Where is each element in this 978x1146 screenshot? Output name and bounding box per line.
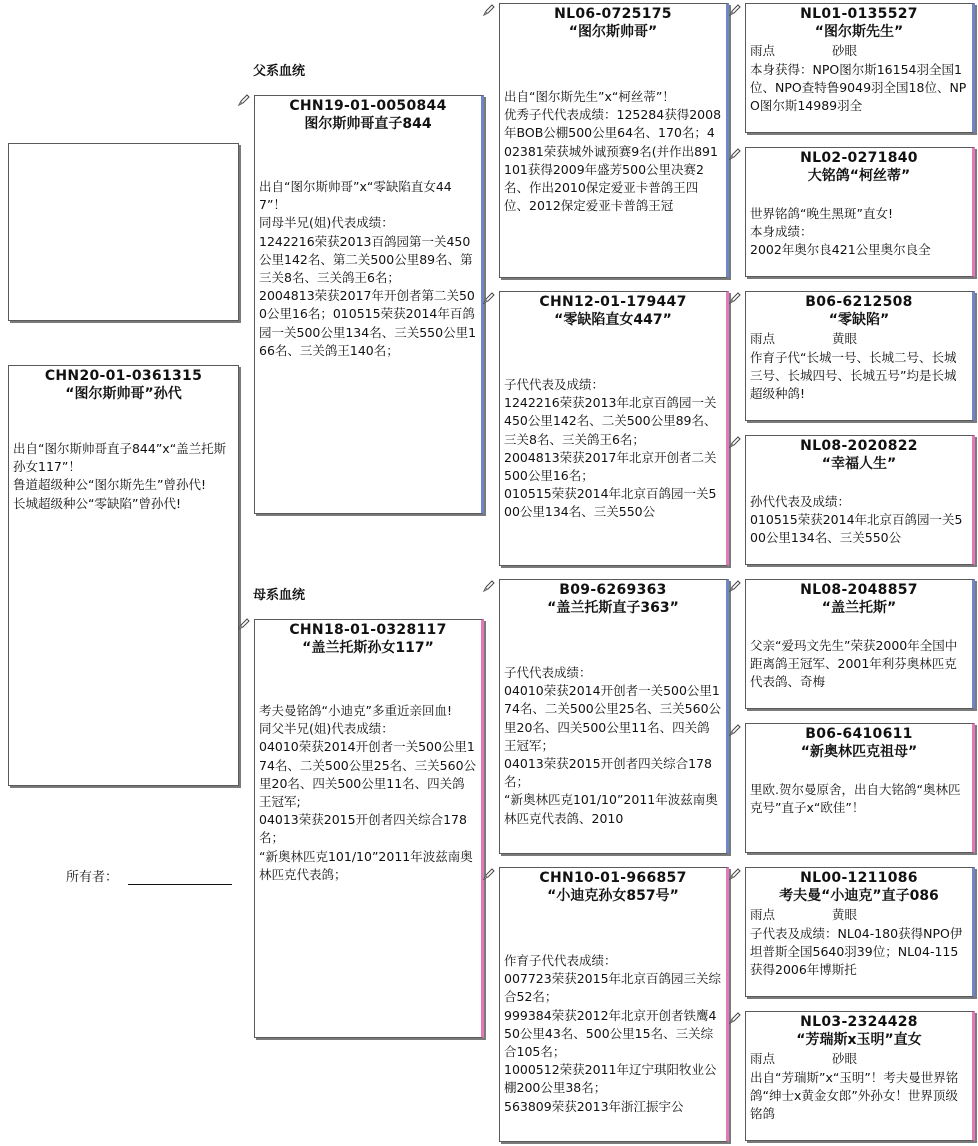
dds-name: 考夫曼“小迪克”直子086 xyxy=(779,888,939,904)
ssd-text: 世界铭鸽“晚生黑斑”直女! 本身成绩： 2002年奥尔良421公里奥尔良全 xyxy=(750,206,931,258)
dds-card xyxy=(745,867,975,997)
dam-dam-text: 作育子代代表成绩： 007723荣获2015年北京百鸽园三关综合52名； 999384荣获2012年北京开创者铁鹰450公里43名、500公里15名、三关综合105名； 1000512荣获2011年辽宁琪阳牧业公棚200公里38名； 563809荣获2013年浙江振宇公 xyxy=(504,953,722,1114)
ddd-eye-a: 雨点 xyxy=(750,1051,776,1066)
owner-label: 所有者： xyxy=(66,870,119,885)
sdd-name: “幸福人生” xyxy=(821,456,897,472)
pencil-icon xyxy=(728,291,742,305)
dam-sire-text: 子代代表成绩： 04010荣获2014开创者一关500公里174名、二关500公里25名、三关560公里20名、四关500公里11名、四关鸽王冠军； 04013荣获2015开创者四关综合178名； “新奥林匹克101/10”2011年波兹南奥林匹克代表鸽、2010 xyxy=(504,665,722,826)
sss-name: “图尔斯先生” xyxy=(814,24,904,40)
sire-dam-id: CHN12-01-179447 xyxy=(539,294,687,310)
sss-text: 本身获得：NPO图尔斯16154羽全国1位、NPO查特鲁9049羽全国18位、NPO图尔斯14989羽全 xyxy=(750,62,967,114)
dam-name: “盖兰托斯孙女117” xyxy=(302,640,434,656)
dam-text: 考夫曼铭鸽“小迪克”多重近亲回血! 同父半兄(姐)代表成绩： 04010荣获2014开创者一关500公里174名、二关500公里25名、三关560公里20名、四关500公里11名、四关鸽王冠军; 04013荣获2015开创者四关综合178名； “新奥林匹克101/10”2011年波兹南奥林匹克代表鸽； xyxy=(259,703,477,882)
dam-card xyxy=(254,619,484,1038)
sire-dam-text: 子代代表及成绩： 1242216荣获2013年北京百鸽园一关450公里142名、二关500公里89名、三关8名、三关鸽王6名； 2004813荣获2017年北京开创者二关500公里16名； 010515荣获2014年北京百鸽园一关500公里134名、三关550公 xyxy=(504,377,717,520)
dam-sire-card xyxy=(499,579,729,854)
sire-dam-name: “零缺陷直女447” xyxy=(554,312,672,328)
maternal-label: 母系血统 xyxy=(253,588,306,603)
subject-text: 出自“图尔斯帅哥直子844”x“盖兰托斯孙女117”！ 鲁道超级种公“图尔斯先生”曾孙代! 长城超级种公“零缺陷”曾孙代! xyxy=(13,441,227,511)
paternal-label: 父系血统 xyxy=(253,64,306,79)
dsd-card xyxy=(745,723,975,853)
dam-sire-id: B09-6269363 xyxy=(559,582,667,598)
sds-eye-a: 雨点 xyxy=(750,331,776,346)
sire-sire-id: NL06-0725175 xyxy=(554,6,672,22)
pencil-icon xyxy=(482,579,496,593)
sire-sire-card xyxy=(499,3,729,278)
pencil-icon xyxy=(237,93,251,107)
subject-id: CHN20-01-0361315 xyxy=(44,368,203,384)
dss-name: “盖兰托斯” xyxy=(821,600,897,616)
dds-id: NL00-1211086 xyxy=(800,870,918,886)
subject-card xyxy=(8,365,239,786)
ddd-name: “芳瑞斯x玉明”直女 xyxy=(796,1032,922,1048)
dds-eye xyxy=(746,906,972,924)
dds-text: 子代表及成绩：NL04-180获得NPO伊坦普斯全国5640羽39位；NL04-115获得2006年博斯托 xyxy=(750,926,963,978)
sire-name: 图尔斯帅哥直子844 xyxy=(304,116,432,132)
pencil-icon xyxy=(728,1011,742,1025)
pencil-icon xyxy=(482,867,496,881)
owner-line xyxy=(128,884,232,885)
pencil-icon xyxy=(728,579,742,593)
sds-id: B06-6212508 xyxy=(805,294,913,310)
sss-id: NL01-0135527 xyxy=(800,6,918,22)
ddd-eye xyxy=(746,1050,972,1068)
pencil-icon xyxy=(728,723,742,737)
sds-eye-b: 黄眼 xyxy=(832,331,858,346)
sire-sire-text: 出自“图尔斯先生”x“柯丝蒂”！ 优秀子代代表成绩：125284获得2008年BOB公棚500公里64名、170名；402381荣获城外诚预赛9名(并作出891101获得2009年盛芳500公里决赛2名、作出2010保定爱亚卡普鸽王四位、2012保定爱亚卡普鸽王冠 xyxy=(504,89,722,214)
dsd-text: 里欧.贺尔曼原舍，出自大铭鸽“奥林匹克号”直子x“欧佳”！ xyxy=(750,782,961,816)
ssd-id: NL02-0271840 xyxy=(800,150,918,166)
sire-id: CHN19-01-0050844 xyxy=(289,98,447,114)
ddd-id: NL03-2324428 xyxy=(800,1014,918,1030)
subject-name: “图尔斯帅哥”孙代 xyxy=(65,386,182,402)
dsd-name: “新奥林匹克祖母” xyxy=(800,744,918,760)
sdd-card xyxy=(745,435,975,565)
ssd-name: 大铭鸽“柯丝蒂” xyxy=(807,168,911,184)
pencil-icon xyxy=(728,867,742,881)
dam-id: CHN18-01-0328117 xyxy=(289,622,447,638)
sire-dam-card xyxy=(499,291,729,566)
sdd-text: 孙代代表及成绩： 010515荣获2014年北京百鸽园一关500公里134名、三关550公 xyxy=(750,494,963,546)
dds-eye-a: 雨点 xyxy=(750,907,776,922)
ddd-card xyxy=(745,1011,975,1141)
ddd-text: 出自“芳瑞斯”x“玉明”！考夫曼世界铭鸽“绅士x黄金女郎”外孙女！世界顶级铭鸽 xyxy=(750,1070,959,1122)
pencil-icon xyxy=(482,291,496,305)
sire-card xyxy=(254,95,484,514)
sire-text: 出自“图尔斯帅哥”x“零缺陷直女447”！ 同母半兄(姐)代表成绩： 1242216荣获2013百鸽园第一关450公里142名、第二关500公里89名、第三关8名、三关鸽王6名； 2004813荣获2017年开创者第二关500公里16名；010515荣获2014年百鸽园一关500公里134名、三关550公里166名、三关鸽王140名； xyxy=(259,179,477,358)
dds-eye-b: 黄眼 xyxy=(832,907,858,922)
sdd-id: NL08-2020822 xyxy=(800,438,918,454)
sss-eye-b: 砂眼 xyxy=(832,43,858,58)
ssd-card xyxy=(745,147,975,277)
dam-dam-name: “小迪克孙女857号” xyxy=(547,888,679,904)
pencil-icon xyxy=(237,617,251,631)
pencil-icon xyxy=(728,147,742,161)
pencil-icon xyxy=(482,3,496,17)
sds-card xyxy=(745,291,975,421)
sds-text: 作育子代“长城一号、长城二号、长城三号、长城四号、长城五号”均是长城超级种鸽! xyxy=(750,350,957,402)
sds-name: “零缺陷” xyxy=(828,312,890,328)
dam-dam-card xyxy=(499,867,729,1142)
owner-field xyxy=(66,866,232,885)
sss-eye xyxy=(746,42,972,60)
dam-dam-id: CHN10-01-966857 xyxy=(539,870,687,886)
pencil-icon xyxy=(728,3,742,17)
sds-eye xyxy=(746,330,972,348)
ddd-eye-b: 砂眼 xyxy=(832,1051,858,1066)
dss-text: 父亲“爱玛文先生”荣获2000年全国中距离鸽王冠军、2001年利芬奥林匹克代表鸽、奇梅 xyxy=(750,638,958,690)
sire-sire-name: “图尔斯帅哥” xyxy=(568,24,658,40)
photo-box xyxy=(8,143,239,321)
sss-eye-a: 雨点 xyxy=(750,43,776,58)
dam-sire-name: “盖兰托斯直子363” xyxy=(547,600,679,616)
dss-card xyxy=(745,579,975,709)
sss-card xyxy=(745,3,975,133)
dsd-id: B06-6410611 xyxy=(805,726,913,742)
dss-id: NL08-2048857 xyxy=(800,582,918,598)
pencil-icon xyxy=(728,435,742,449)
